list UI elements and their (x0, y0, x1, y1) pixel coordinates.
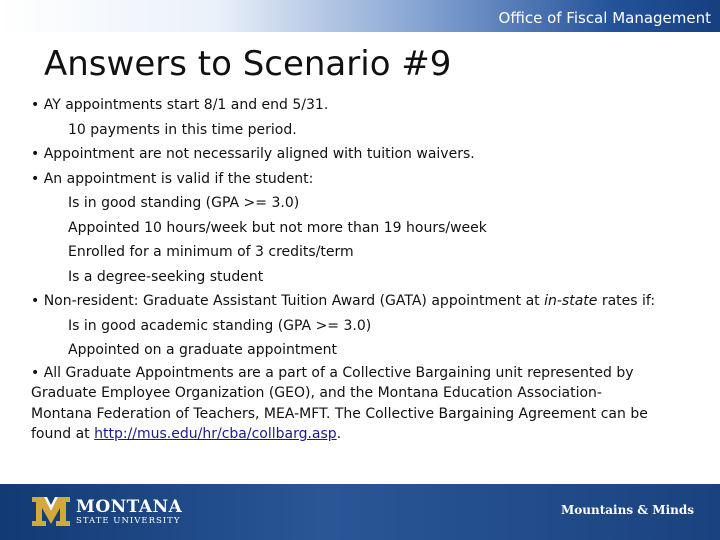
in-state-emphasis: in-state (544, 293, 598, 309)
sub-academic-standing: Is in good academic standing (GPA >= 3.0) (68, 317, 372, 334)
slide-title: Answers to Scenario #9 (44, 44, 452, 84)
logo-subtitle: STATE UNIVERSITY (76, 516, 181, 526)
sub-good-standing: Is in good standing (GPA >= 3.0) (68, 195, 300, 211)
header-bar (0, 0, 720, 32)
footer-bar (0, 484, 720, 540)
non-resident-rates: rates if: (597, 293, 656, 309)
department-label: Office of Fiscal Management (498, 9, 711, 27)
sub-payments: 10 payments in this time period. (68, 121, 297, 138)
sub-credits-term: Enrolled for a minimum of 3 credits/term (68, 244, 354, 260)
bullet-non-resident (31, 289, 661, 314)
footer-tagline: Mountains & Minds (561, 503, 694, 517)
bullet-collective-bargaining (31, 363, 661, 445)
sub-degree-seeking: Is a degree-seeking student (68, 268, 264, 285)
sub-hours-week: Appointed 10 hours/week but not more than 19 hours/week (68, 219, 487, 236)
logo-name: MONTANA (76, 497, 183, 517)
bullet-ay-appointments: • AY appointments start 8/1 and end 5/31. (31, 97, 329, 113)
montana-state-m-logo-icon (30, 494, 72, 528)
bullet-tuition-waivers: • Appointment are not necessarily aligned with tuition waivers. (31, 146, 475, 162)
cba-link[interactable]: http://mus.edu/hr/cba/collbarg.asp (94, 426, 337, 442)
cba-period: . (336, 426, 342, 442)
logo-wordmark (76, 498, 182, 526)
non-resident-text: • Non-resident: Graduate Assistant Tuition Award (GATA) appointment at (31, 293, 545, 309)
slide-body (31, 93, 661, 445)
sub-graduate-appointment: Appointed on a graduate appointment (68, 342, 337, 358)
cba-text: • All Graduate Appointments are a part of a Collective Bargaining unit represented by Graduate Employee Organization (GEO), and the Montana Education Association-Montana Federation of Teachers, MEA-MFT. The Collective Bargaining Agreement can be found at (31, 364, 648, 442)
bullet-valid-appointment: • An appointment is valid if the student: (31, 170, 314, 187)
